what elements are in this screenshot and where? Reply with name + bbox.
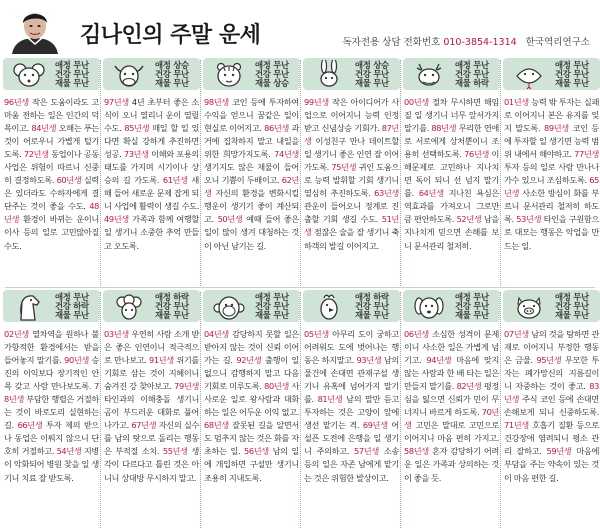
fortune-line [355,311,399,320]
zodiac-header [503,58,600,90]
zodiac-card-rooster [303,290,400,526]
birth-year-label: 69년생 [362,420,388,431]
fortune-line [55,79,99,88]
birth-year-label: 78년생 [4,381,99,405]
birth-year-label: 79년생 [174,381,199,392]
fortune-value: 무난 [473,292,489,302]
fortune-sentence: 생각이 다르다고 틀린 것은 아니니 상대방 무시하지 말고. [104,446,199,483]
birth-year-label: 90년생 [64,355,89,366]
fortune-value: 상승 [273,78,289,89]
fortune-sentence: 사소한 방심이 화를 부르니 문서관리 철저히 하도록. [504,188,599,225]
fortune-label: 애정 [155,60,171,70]
fortune-label: 건강 [55,69,71,80]
fortune-label: 애정 [255,60,271,70]
fortune-text [104,328,199,485]
fortune-value: 무난 [573,78,589,89]
fortune-sentence: 실력은 있더라도 수하자에게 결단주는 것이 좋을 수도. [4,175,99,212]
zodiac-header [103,290,200,322]
snake-icon [509,60,549,90]
zodiac-card-rabbit [303,58,400,294]
fortune-sentence: 능력 밖 투자는 실패로 이어지니 본은 유지를 잊지 말도록. [504,97,599,134]
fortune-sentence: 환경이 바뀌는 운이니 이사 등의 일로 고민많아질 수도. [4,214,99,251]
birth-year-label: 81년생 [317,394,343,405]
fortune-sentence: 어설픈 도전에 은행을 일 생기니 주의하고. [304,420,399,457]
zodiac-card-monkey [203,290,300,526]
birth-year-label: 50년생 [217,214,243,225]
fortune-line [555,311,599,320]
birth-year-label: 73년생 [123,149,149,160]
birth-year-label: 48년생 [4,201,99,225]
zodiac-header [3,58,100,90]
fortune-value: 무난 [373,78,389,89]
fortune-text [104,96,199,253]
fortune-sentence: 자신의 환경을 변화시킬 행운이 생기기 좋이 계산되고. [204,188,299,225]
column-divider [300,292,301,528]
birth-year-label: 87년생 [304,123,399,147]
zodiac-header [503,290,600,322]
fortune-sentence: 작은 도움이라도 고마움 전하는 일은 인간의 덕목이고. [4,97,99,134]
fortune-label: 재물 [455,78,471,89]
fortune-sentence: 주식 코인 등에 손대면 손해보게 되니 신중하도록. [504,394,599,418]
fortune-value: 무난 [573,69,589,80]
monkey-icon [209,292,249,322]
zodiac-card-horse [3,290,100,526]
fortune-sentence: 소송 등의 일은 자존 남에게 맡기는 것은 위험한 발상이고. [304,446,400,483]
birth-year-label: 98년생 [204,97,229,107]
fortune-line [55,311,99,320]
fortune-summary [355,61,399,89]
fortune-value: 하락 [373,292,389,302]
fortune-sentence: 과거에 집착하지 말고 내일을 위한 희망가지도록. [204,123,300,160]
fortune-line [455,79,499,88]
fortune-value: 무난 [73,292,89,302]
birth-year-label: 05년생 [304,329,329,339]
fortune-sentence: 무모한 투자는 폐가망신의 지름길이니 자중하는 것이 좋고. [504,355,599,392]
birth-year-label: 63년생 [374,188,399,199]
fortune-label: 재물 [555,78,571,89]
fortune-label: 애정 [255,292,271,302]
mouse-icon [9,60,49,90]
fortune-sentence: 마음에 맞지 않는 사람과 한 배 타는 일은 만들지 말기를. [404,355,499,392]
fortune-label: 재물 [255,78,271,89]
fortune-value: 하락 [173,292,189,302]
birth-year-label: 06년생 [404,329,429,339]
fortune-sentence: 이해와 포용의 태도를 가지며 시기이나 상승의 길 가도록. [104,149,199,186]
zodiac-card-ox [103,58,200,294]
column-divider [200,292,201,528]
birth-year-label: 85년생 [124,123,150,134]
fortune-value: 무난 [573,310,589,321]
birth-year-label: 93년생 [356,355,382,366]
birth-year-label: 88년생 [431,123,457,134]
fortune-sentence: 아무리 도이 궁하고 어려워도 도에 벗어나는 행동은 하지말고. [304,329,399,366]
birth-year-label: 95년생 [536,355,562,366]
fortune-sentence: 잘못된 길을 알면서도 멈추지 않는 것은 화를 자초하는 일. [204,420,299,457]
contact-info [343,34,591,48]
fortune-label: 건강 [355,301,371,312]
birth-year-label: 94년생 [426,355,452,366]
fortune-label: 재물 [155,310,171,321]
fortune-sentence: 남을 지나치게 믿으면 손해를 보니 문서관리 철저히. [404,214,499,251]
fortune-sentence: 예때 들어 좋은 일이 많이 생겨 대청하는 것이 아닌 남기는 길. [204,214,299,251]
fortune-summary [255,61,299,89]
fortune-line [255,79,299,88]
fortune-sentence: 남의 것을 탐하면 관재로 이어지니 부정한 행동은 금물. [504,329,599,366]
birth-year-label: 04년생 [204,329,229,339]
fortune-sentence: 위기를 기회로 삼는 것이 지혜이니 숨겨진 강 찾아보고. [104,355,199,392]
fortune-sentence: 작은 아이디어가 사업으로 이어지니 능력 인정받고 신념상승 기회가. [304,97,399,134]
birth-year-label: 72년생 [23,149,49,160]
fortune-value: 무난 [273,60,289,70]
fortune-sentence: 열차역을 원하나 불가항적한 환경에서는 받을 들어놓지 말기를. [4,329,99,366]
birth-year-label: 86년생 [264,123,289,134]
fortune-sentence: 4년 초부터 좋은 소식이 오니 열리니 운이 열릴 수도. [104,97,199,134]
dragon-icon [409,60,449,90]
fortune-sentence: 혼자 감당하기 어려운 일은 가족과 상의하는 것이 좋을 듯. [404,446,499,483]
fortune-line [255,311,299,320]
fortune-value: 무난 [573,292,589,302]
birth-year-label: 02년생 [4,329,29,339]
fortune-label: 재물 [355,78,371,89]
fortune-summary [55,293,99,321]
birth-year-label: 07년생 [504,329,529,339]
fortune-label: 애정 [55,60,71,70]
fortune-sentence: 사사로운 일로 왕사람과 대화하는 일은 어두운 이익 없고. [204,381,300,418]
ox-icon [109,60,149,90]
fortune-value: 무난 [173,310,189,321]
birth-year-label: 59년생 [546,446,572,457]
birth-year-label: 49년생 [104,214,129,225]
fortune-sentence: 투자 제의 받으나 동업은 이뤄지 않으니 단호히 거절하고. [4,420,99,457]
pig-icon [509,292,549,322]
page-title: 김나인의 주말 운세 [80,23,261,48]
fortune-value: 무난 [573,60,589,70]
fortune-line [155,311,199,320]
zodiac-header [303,290,400,322]
birth-year-label: 65년생 [504,175,599,199]
column-divider [100,60,101,286]
fortune-sentence: 무리한 연애로 서로에게 상처뿐이니 조용히 선택하도록. [404,123,499,160]
fortune-label: 건강 [255,301,271,312]
fortune-label: 애정 [155,292,171,302]
fortune-sentence: 점잖은 술을 잘 생기니 축하객의 발길 이어지고. [304,227,399,251]
zodiac-header [3,290,100,322]
fortune-line [355,79,399,88]
zodiac-header [303,58,400,90]
fortune-value: 상승 [173,60,189,70]
column-divider [100,292,101,528]
birth-year-label: 61년생 [162,175,188,186]
fortune-summary [455,61,499,89]
birth-year-label: 70년생 [404,407,499,431]
fortune-summary [355,293,399,321]
fortune-value: 무난 [73,310,89,321]
fortune-label: 애정 [55,292,71,302]
birth-year-label: 66년생 [17,420,43,431]
row-divider [5,287,595,288]
column-divider [500,292,501,528]
fortune-value: 무난 [273,69,289,80]
fortune-label: 재물 [555,310,571,321]
fortune-value: 무난 [273,310,289,321]
birth-year-label: 92년생 [236,355,262,366]
fortune-value: 무난 [373,301,389,312]
fortune-label: 애정 [555,292,571,302]
birth-year-label: 60년생 [56,175,82,186]
column-divider [200,60,201,286]
rabbit-icon [309,60,349,90]
fortune-value: 무난 [473,310,489,321]
rooster-icon [309,292,349,322]
fortune-sentence: 새해 들어 새로운 문제 잡게 되니 사업에 활력이 생길 수도. [104,175,199,212]
fortune-sentence: 우연히 사람 소개 받은 좋은 인연이니 적극적으로 만나보고. [104,329,199,366]
column-divider [400,292,401,528]
fortune-sentence: 동업이나 공동사업은 위험이 따르니 신중히 결정하도록. [4,149,99,186]
birth-year-label: 89년생 [543,123,569,134]
fortune-text [204,96,299,253]
fortune-label: 건강 [255,69,271,80]
birth-year-label: 54년생 [56,446,82,457]
birth-year-label: 01년생 [504,97,529,107]
fortune-sentence: 소심한 성격이 문제이니 사소한 일은 가볍게 넘기고. [404,329,499,366]
fortune-sentence: 승진의 이익보다 장기적인 안목 갖고 사람 만나보도록. [4,355,100,392]
zodiac-header [403,58,500,90]
fortune-value: 무난 [73,60,89,70]
fortune-value: 무난 [73,69,89,80]
fortune-text [404,328,499,485]
fortune-sentence: 이해문제로 고민하나 지나치면 독이 되니 선 넘지 말기를. [404,149,500,199]
zodiac-card-mouse [3,58,100,294]
fortune-label: 건강 [155,301,171,312]
fortune-value: 무난 [373,310,389,321]
birth-year-label: 77년생 [574,149,599,160]
author-portrait [6,8,64,54]
birth-year-label: 74년생 [274,149,299,160]
fortune-summary [255,293,299,321]
fortune-label: 건강 [455,69,471,80]
fortune-value: 무난 [173,78,189,89]
fortune-text [204,328,299,485]
tiger-icon [209,60,249,90]
zodiac-card-dog [403,290,500,526]
birth-year-label: 62년생 [204,175,299,199]
fortune-sentence: 호흡기 질환 등으로 건강장애 염려되니 평소 관리 잘하고. [504,420,599,457]
birth-year-label: 75년생 [331,162,357,173]
fortune-sentence: 남의 일에 개입하면 구설만 생기니 조용히 지내도록. [204,446,299,483]
fortune-sentence: 관운이 들어오니 정계로 진출할 기회 생길 수도. [304,201,399,225]
fortune-sentence: 코인 등에 투자할 일 생기면 능력 범위 내에서 해야하고. [504,123,599,160]
fortune-text [304,328,399,485]
birth-year-label: 99년생 [304,97,329,107]
fortune-sentence: 평정심을 잃으면 신뢰가 민이 무너지니 바르게 하도록. [404,381,499,418]
fortune-sentence: 귀인 도움으로 능력 발휘할 기회 생기니 열심히 추진하도록. [304,162,399,199]
fortune-sentence: 이성친구 만나 데이트할 일 생기니 좋은 인연 잘 이어가도록. [304,136,399,173]
fortune-label: 애정 [455,292,471,302]
fortune-sentence: 타인을 구원함으로 대모는 행동은 악업을 만드는 일. [504,214,599,251]
birth-year-label: 96년생 [4,97,29,107]
birth-year-label: 52년생 [456,214,482,225]
fortune-summary [455,293,499,321]
birth-year-label: 53년생 [516,214,542,225]
fortune-line [455,311,499,320]
fortune-value: 무난 [573,301,589,312]
birth-year-label: 97년생 [104,97,129,107]
birth-year-label: 64년생 [418,188,444,199]
birth-year-label: 51년생 [304,214,399,238]
birth-year-label: 03년생 [104,329,129,339]
page-header [0,0,600,56]
fortune-summary [555,293,599,321]
birth-year-label: 83년생 [504,381,599,405]
fortune-value: 무난 [473,301,489,312]
fortune-value: 무난 [473,69,489,80]
birth-year-label: 84년생 [31,123,57,134]
zodiac-card-snake [503,58,600,294]
fortune-sentence: 남의 물건에 손대면 관재구설 생기니 유혹에 넘어가지 말기를. [304,355,399,405]
zodiac-card-sheep [103,290,200,526]
birth-year-label: 00년생 [404,97,429,107]
fortune-text [404,96,499,253]
fortune-label: 건강 [555,69,571,80]
fortune-text [304,96,399,253]
fortune-text [504,96,599,253]
birth-year-label: 57년생 [354,446,379,457]
fortune-summary [555,61,599,89]
zodiac-header [203,290,300,322]
zodiac-header [403,290,500,322]
fortune-label: 재물 [355,310,371,321]
fortune-sentence: 투자 등의 일로 사람 만나나 가수 있으니 조심하도록. [504,162,599,186]
fortune-value: 무난 [273,301,289,312]
fortune-label: 애정 [355,292,371,302]
fortune-summary [155,293,199,321]
fortune-label: 건강 [355,69,371,80]
consult-label: 독자전용 상담 전화번호 [342,37,441,48]
birth-year-label: 67년생 [131,420,157,431]
organization-name: 한국역리연구소 [525,37,590,48]
fortune-sentence: 부담한 행렬은 거절하는 것이 바로도리 실현하는 길. [4,394,99,431]
fortune-label: 애정 [455,60,471,70]
fortune-value: 무난 [173,69,189,80]
column-divider [300,60,301,286]
birth-year-label: 76년생 [464,149,489,160]
fortune-text [504,328,599,485]
fortune-sentence: 지병이 악화되어 병원 찾을 일 생기니 치료 잘 받도록. [4,446,99,483]
fortune-label: 건강 [455,301,471,312]
zodiac-card-dragon [403,58,500,294]
fortune-summary [155,61,199,89]
birth-year-label: 55년생 [162,446,188,457]
fortune-sentence: 코인 등에 투자하여 수익을 얻으니 꿈같은 일이 현실로 이어지고. [204,97,299,134]
fortune-value: 무난 [73,78,89,89]
fortune-sentence: 타인과의 이해충돌 생기니 곰이 부드러운 대화로 풀어나가고. [104,394,199,431]
zodiac-card-tiger [203,58,300,294]
column-divider [400,60,401,286]
zodiac-card-pig [503,290,600,526]
fortune-label: 건강 [55,301,71,312]
fortune-value: 하락 [73,301,89,312]
fortune-sentence: 마음에 부담을 주는 약속이 있는 것이 마음 편한 길. [504,446,599,483]
column-divider [500,60,501,286]
fortune-text [4,328,99,485]
fortune-label: 건강 [155,69,171,80]
birth-year-label: 71년생 [504,420,529,431]
fortune-value: 무난 [473,60,489,70]
horse-icon [9,292,49,322]
fortune-label: 건강 [555,301,571,312]
birth-year-label: 56년생 [243,446,269,457]
fortune-label: 애정 [555,60,571,70]
zodiac-header [203,58,300,90]
fortune-sentence: 자신의 실수를 남의 탓으로 돌리는 행동은 부적절 소치. [104,420,199,457]
sheep-icon [109,292,149,322]
fortune-label: 애정 [355,60,371,70]
fortune-summary [55,61,99,89]
fortune-sentence: 지나친 욕심은 역효과를 가져오니 그로만큼 편안하도록. [404,188,499,225]
fortune-sentence: 고민은 말대로 고민으로 이어지니 마음 편히 가지고. [404,420,499,444]
fortune-text [4,96,99,253]
fortune-label: 재물 [255,310,271,321]
fortune-label: 재물 [455,310,471,321]
fortune-value: 무난 [273,292,289,302]
fortune-value: 무난 [173,301,189,312]
birth-year-label: 80년생 [264,381,289,392]
fortune-sentence: 출행이 일 없으니 감행하지 말고 다음 기회로 미루도록. [204,355,299,392]
phone-number: 010-3854-1314 [443,37,517,48]
fortune-sentence: 남의 말만 듣고 투자하는 것은 고양이 앞에 생선 맡기는 격. [304,394,399,431]
fortune-sentence: 감당하지 못할 일은 받아지 않는 것이 신뢰 이어가는 길. [204,329,299,366]
birth-year-label: 91년생 [149,355,174,366]
fortune-value: 하락 [473,78,489,89]
birth-year-label: 82년생 [456,381,482,392]
fortune-label: 재물 [55,310,71,321]
dog-icon [409,292,449,322]
fortune-sentence: 가족과 함께 여행할 일 생기니 소중한 추억 만들고 오도록. [104,214,199,251]
fortune-sentence: 생기지도 않은 재물이 들어오니 기쁨이 두배이고. [204,162,299,186]
fortune-line [155,79,199,88]
fortune-sentence: 오해는 푸는 것이 어로우니 가볍게 털기도록. [4,123,99,160]
fortune-line [555,79,599,88]
fortune-sentence: 절차 무시하면 해임질 일 생기니 너무 앞서가지 말기를. [404,97,499,134]
fortune-value: 무난 [373,69,389,80]
birth-year-label: 58년생 [404,446,429,457]
zodiac-header [103,58,200,90]
fortune-sentence: 매일 할 일 있다면 확실 강하게 추진하면 성공. [104,123,199,160]
birth-year-label: 68년생 [204,420,229,431]
fortune-label: 재물 [55,78,71,89]
fortune-label: 재물 [155,78,171,89]
fortune-value: 상승 [373,60,389,70]
